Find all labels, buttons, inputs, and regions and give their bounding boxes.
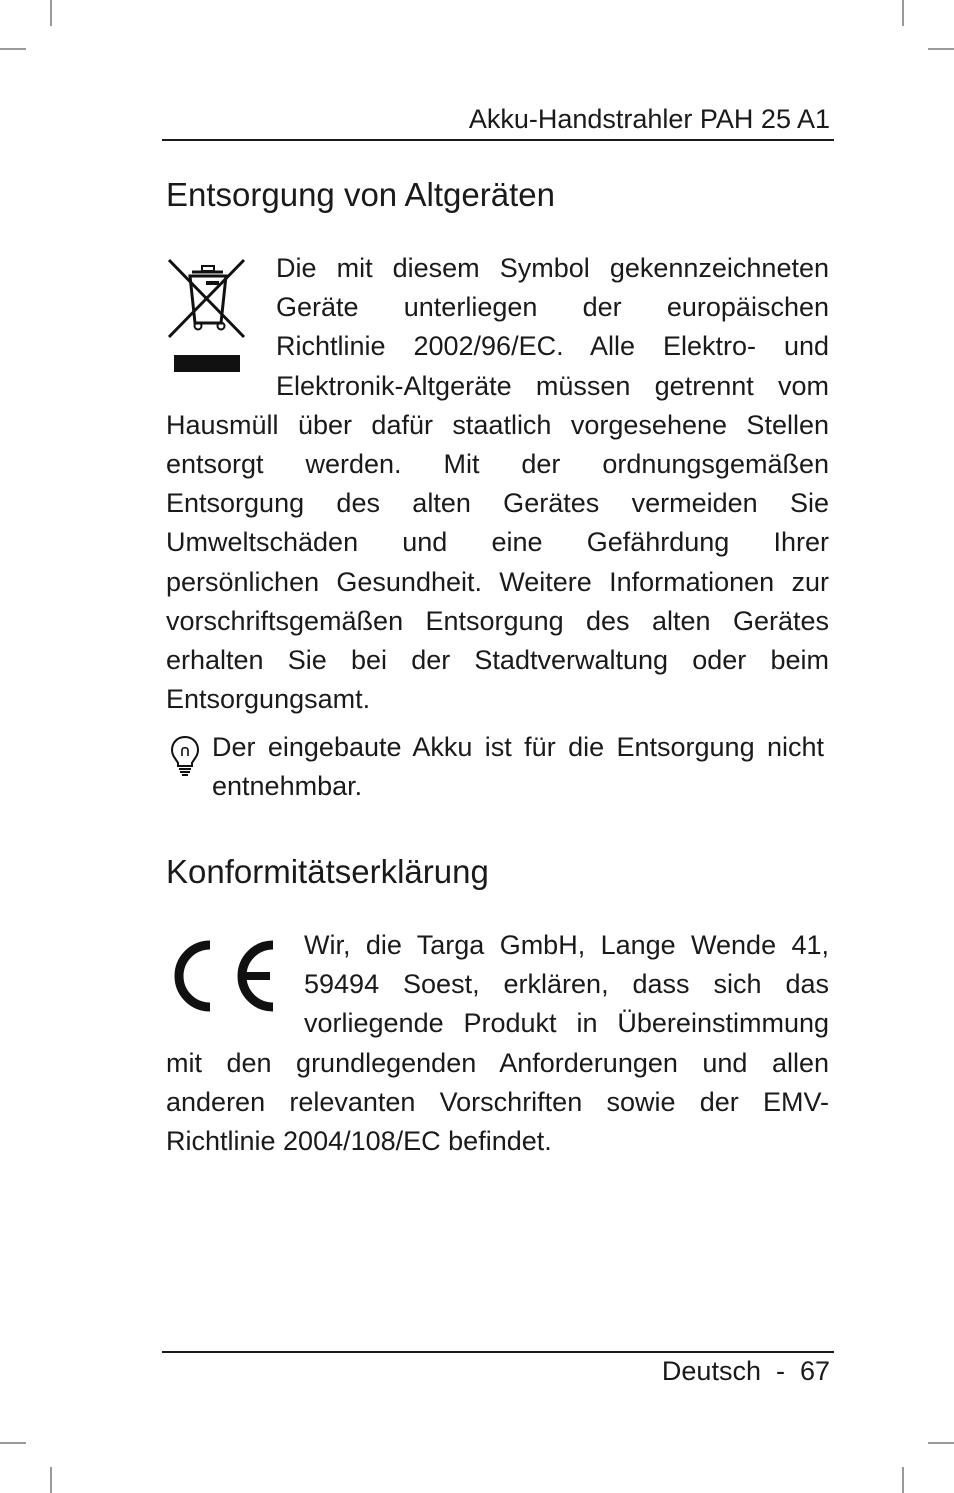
disposal-paragraph-text: Die mit diesem Symbol gekennzeichneten Geräte unterliegen der europäischen Richtlinie 2002/96/EC. Alle Elektro- und Elektronik-Altgeräte müssen getrennt vom Hausmüll über dafür staatlich vorgesehene Stellen entsorgt werden. Mit der ordnungsgemäßen Entsorgung des alten Gerätes vermeiden Sie Umweltschäden und eine Gefährdung Ihrer persönlichen Gesundheit. Weitere Informationen zur vorschriftsgemäßen Entsorgung des alten Gerätes erhalten Sie bei der Stadtverwaltung oder beim Entsorgungsamt. (166, 253, 829, 715)
crop-mark-top-right-horizontal (928, 48, 954, 50)
crop-mark-top-right (902, 0, 904, 26)
footer-rule (162, 1351, 834, 1353)
disposal-paragraph (166, 249, 829, 719)
crop-mark-bottom-right (902, 1467, 904, 1493)
crop-mark-top-left (50, 0, 52, 26)
conformity-paragraph-text: Wir, die Targa GmbH, Lange Wende 41, 59494 Soest, erklären, dass sich das vorliegende Produkt in Übereinstimmung mit den grundlegenden Anforderungen und allen anderen relevanten Vorschriften sowie der EMV-Richtlinie 2004/108/EC befindet. (166, 930, 829, 1157)
running-header-title: Akku-Handstrahler PAH 25 A1 (468, 104, 830, 134)
conformity-heading: Konformitätserklärung (166, 853, 489, 890)
lightbulb-icon (168, 734, 202, 776)
crop-mark-top-left-horizontal (0, 48, 26, 50)
conformity-paragraph (166, 926, 829, 1161)
disposal-note: Der eingebaute Akku ist für die Entsorgung nicht entnehmbar. (212, 732, 824, 802)
crop-mark-bottom-left-horizontal (0, 1442, 26, 1444)
disposal-heading: Entsorgung von Altgeräten (166, 176, 555, 213)
header-rule (162, 139, 834, 141)
footer-page-label: Deutsch - 67 (661, 1356, 830, 1386)
crop-mark-bottom-right-horizontal (928, 1442, 954, 1444)
crop-mark-bottom-left (50, 1467, 52, 1493)
